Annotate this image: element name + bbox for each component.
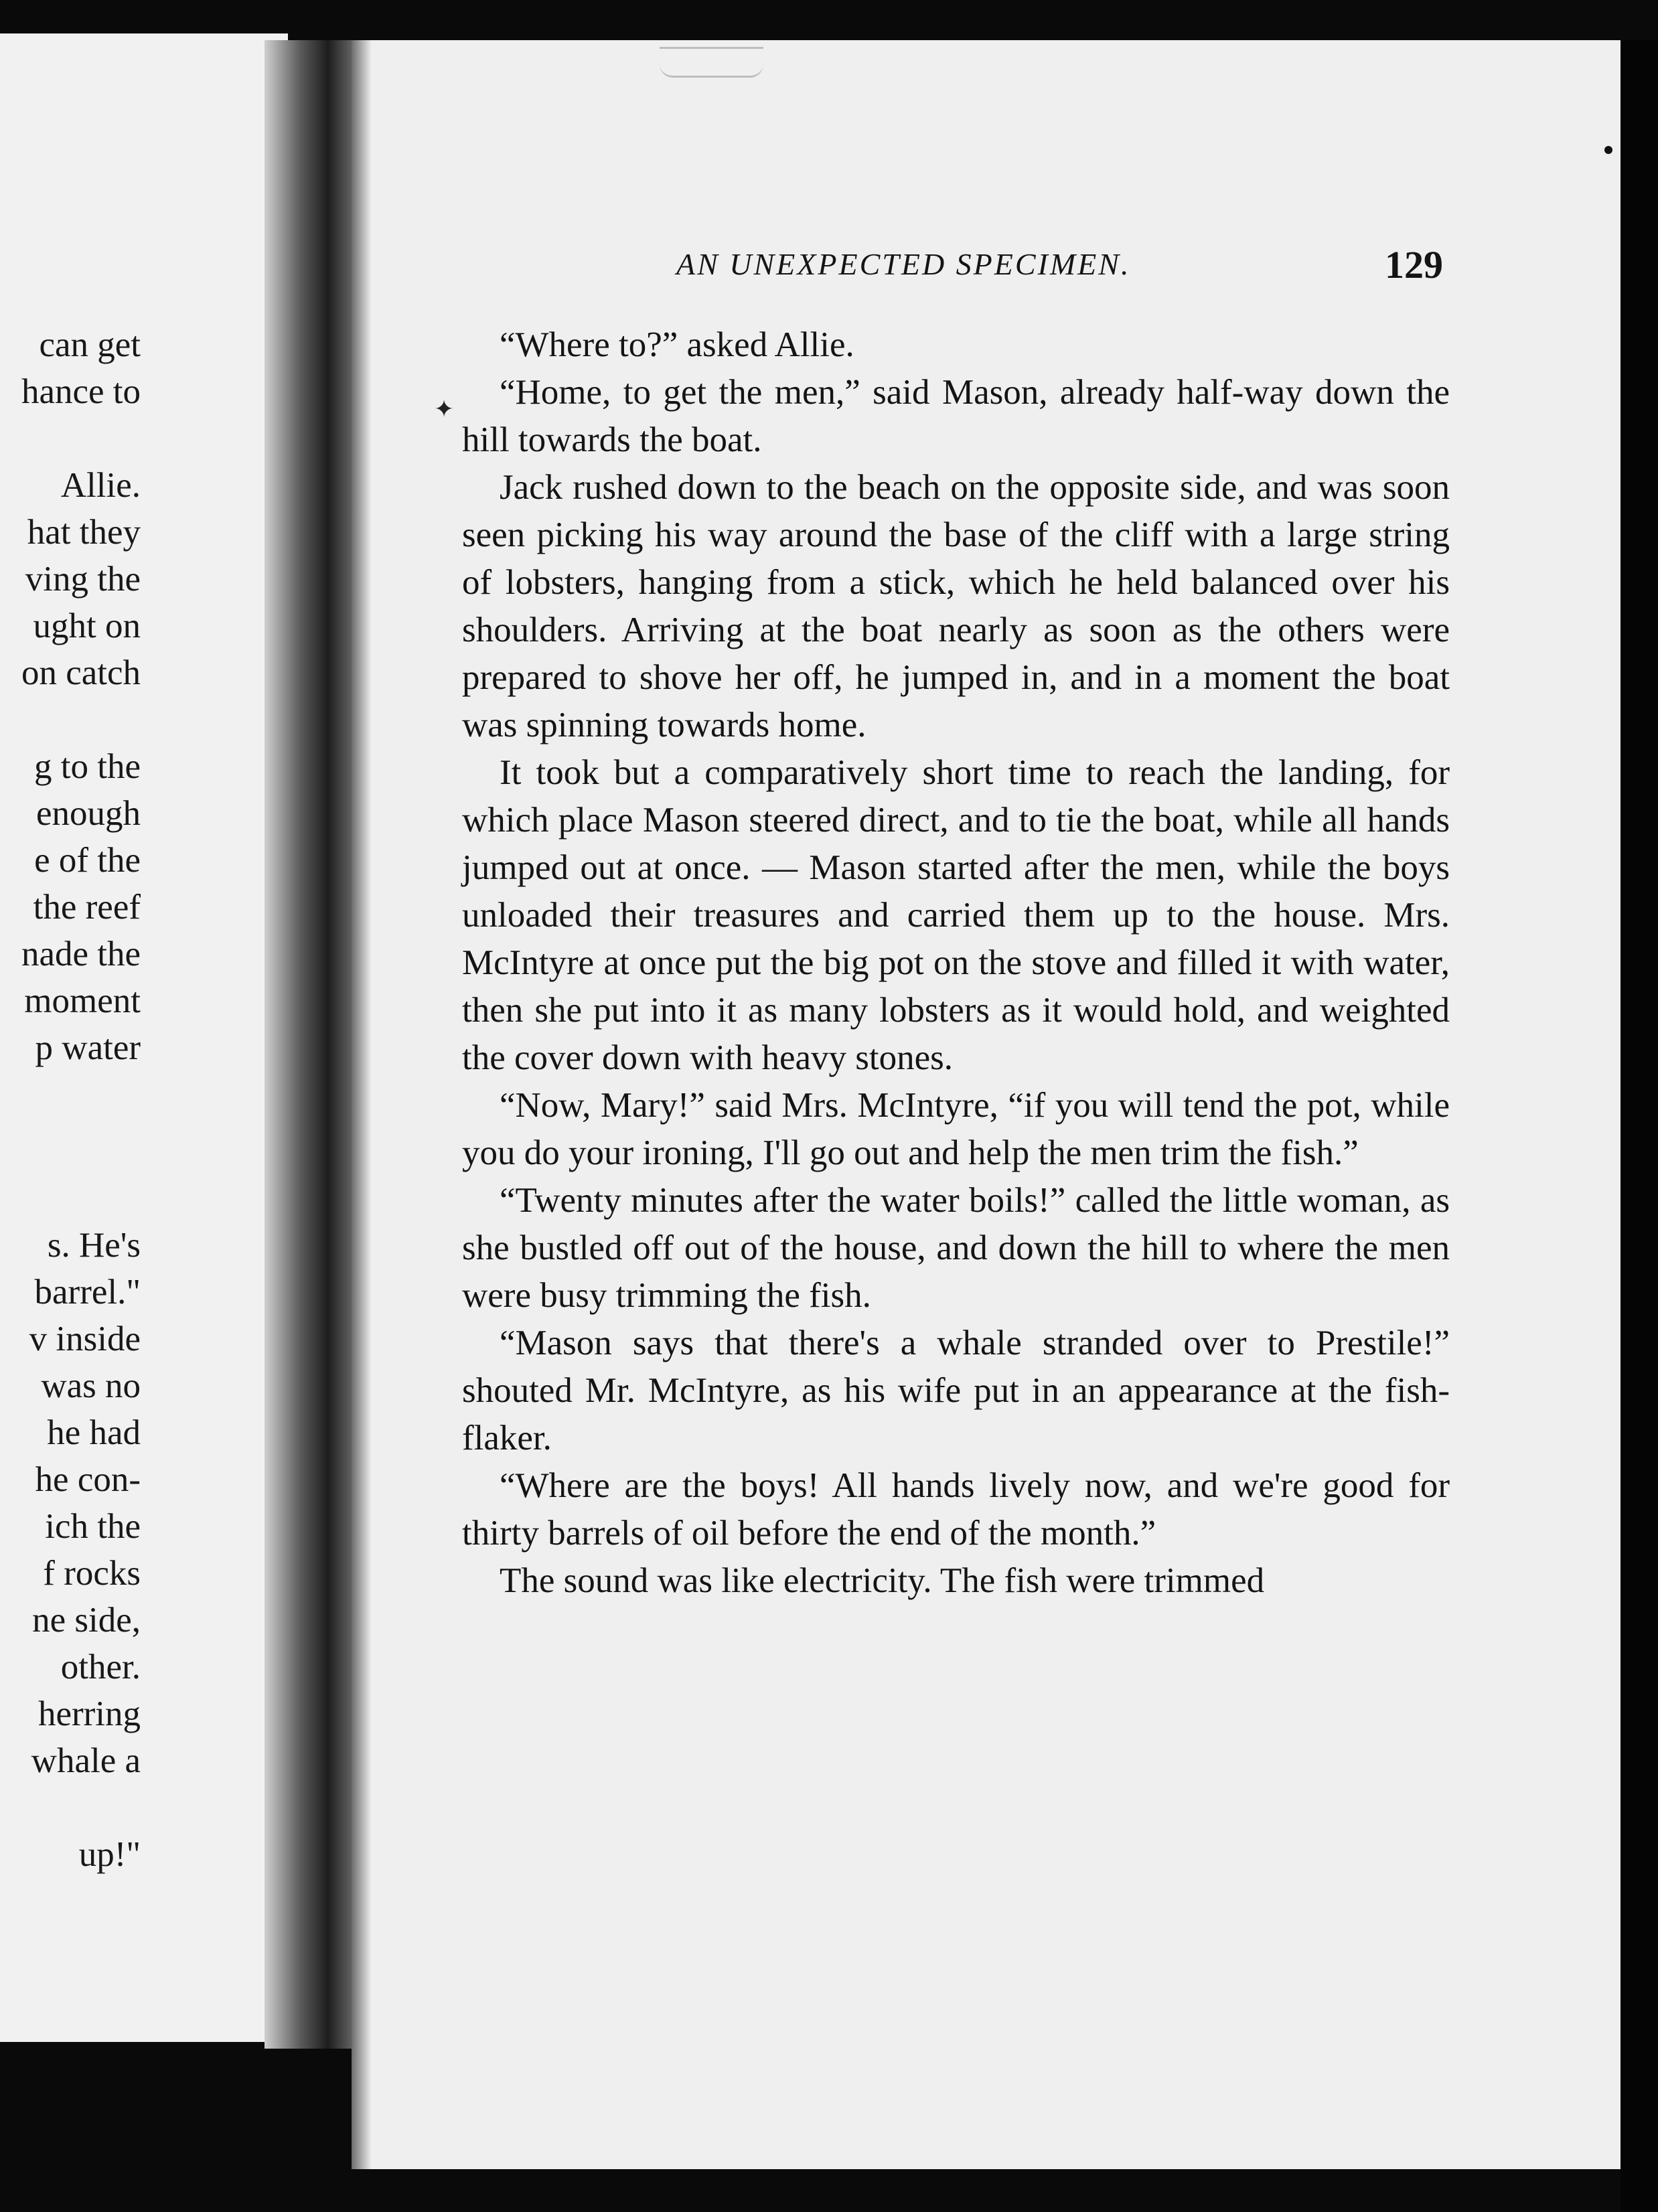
left-page-line: moment [24,981,141,1020]
running-head: AN UNEXPECTED SPECIMEN. [676,247,1131,281]
left-page-line: he con- [35,1460,141,1499]
paragraph: It took but a comparatively short time to reach the landing, for which place Mason steered direct, and to tie the boat, while all hands jumped out at once. — Mason started after the men, while the boys unloaded their treasures and carried them up to the house. Mrs. McIntyre at once put the big pot on the stove and filled it with water, then she put into it as many lobsters as it would hold, and weighted the cover down with heavy stones. [462,753,1450,1077]
page-number: 129 [1385,243,1443,287]
ink-dot [1604,146,1612,154]
left-page-line: g to the [34,747,141,786]
paragraph: “Where to?” asked Allie. [500,325,854,364]
left-page-line: the reef [33,888,141,927]
left-page-line: on catch [21,653,141,692]
body-text [462,321,1450,1605]
left-page-line: barrel." [34,1273,141,1312]
book-gutter [265,40,355,2049]
left-page-line: ving the [25,560,141,599]
left-page-line: f rocks [43,1554,141,1593]
paragraph: The sound was like electricity. The fish were trimmed [500,1561,1265,1600]
left-page-line: he had [47,1413,141,1452]
left-page-line: ne side, [32,1601,141,1640]
paragraph: “Home, to get the men,” said Mason, already half-way down the hill towards the boat. [462,373,1450,459]
left-page-line: hance to [21,372,141,411]
left-page-line: whale a [31,1741,141,1780]
left-page-line: hat they [27,513,141,552]
margin-mark: ✦ [434,396,455,422]
left-page-line: herring [37,1694,141,1733]
page-edge [1621,40,1658,2212]
page-shadow [352,40,372,2169]
left-page-line: up!" [78,1835,141,1874]
left-page-line: v inside [29,1320,141,1358]
left-facing-page [0,33,288,2042]
left-page-line: was no [41,1366,141,1405]
paragraph: “Where are the boys! All hands lively now, and we're good for thirty barrels of oil before the end of the month.” [462,1466,1450,1553]
left-page-line: ught on [33,607,141,645]
left-page-line: nade the [21,935,141,973]
left-page-line: enough [35,794,141,833]
left-page-line: ich the [45,1507,141,1546]
left-page-line: other. [60,1648,141,1686]
paragraph: “Now, Mary!” said Mrs. McIntyre, “if you will tend the pot, while you do your ironing, I'll go out and help the men trim the fish.” [462,1086,1450,1172]
left-page-line: e of the [34,841,141,880]
binding-mark [660,47,763,78]
paragraph: “Mason says that there's a whale stranded over to Prestile!” shouted Mr. McIntyre, as his wife put in an appearance at the fish-flaker. [462,1324,1450,1457]
left-page-line: can get [39,325,141,364]
left-page-line: p water [35,1028,141,1067]
paragraph: “Twenty minutes after the water boils!” called the little woman, as she bustled off out of the house, and down the hill to where the men were busy trimming the fish. [462,1181,1450,1315]
paragraph: Jack rushed down to the beach on the opposite side, and was soon seen picking his way around the base of the cliff with a large string of lobsters, hanging from a stick, which he held balanced over his shoulders. Arriving at the boat nearly as soon as the others were prepared to shove her off, he jumped in, and in a moment the boat was spinning towards home. [462,468,1450,744]
left-page-line: Allie. [60,466,141,505]
left-page-line: s. He's [47,1226,141,1265]
